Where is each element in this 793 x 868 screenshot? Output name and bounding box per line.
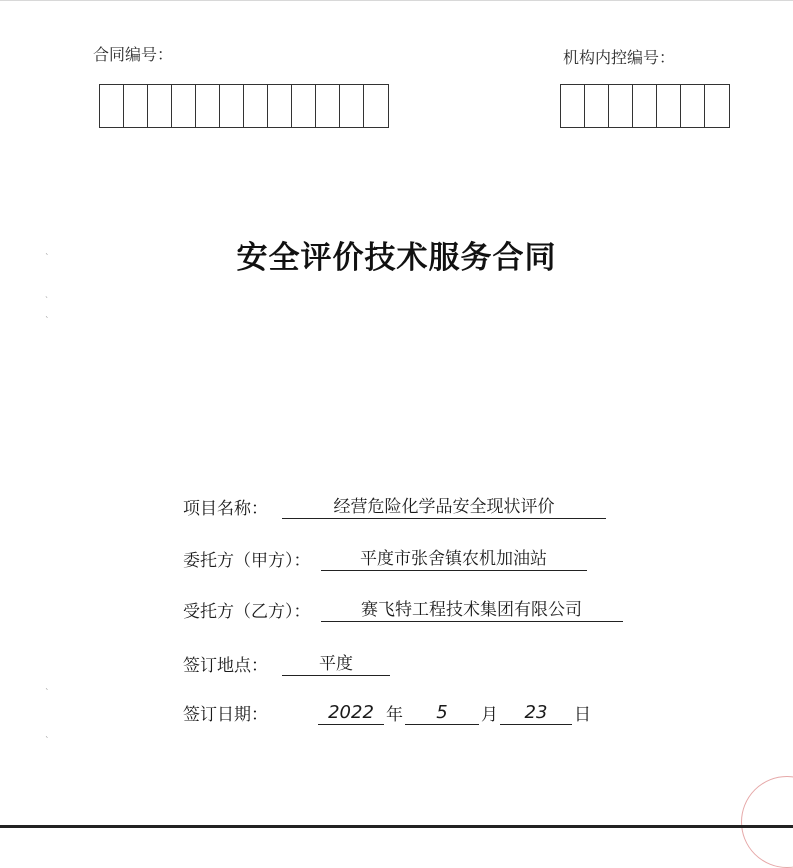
number-box-cell[interactable]: [220, 85, 244, 127]
binding-mark: ˋ: [45, 689, 50, 699]
number-box-cell[interactable]: [196, 85, 220, 127]
signing-place-value: 平度: [282, 649, 390, 676]
signing-date-month: 5: [405, 702, 479, 725]
party-a-row: [183, 544, 587, 571]
month-unit: 月: [481, 705, 498, 725]
number-box-cell[interactable]: [124, 85, 148, 127]
signing-date-row: [183, 700, 593, 725]
party-b-label: 受托方（乙方）：: [183, 602, 311, 622]
signing-place-row: [183, 649, 390, 676]
number-box-cell[interactable]: [705, 85, 729, 127]
number-box-cell[interactable]: [292, 85, 316, 127]
number-box-cell[interactable]: [244, 85, 268, 127]
number-box-cell[interactable]: [148, 85, 172, 127]
signing-date-day: 23: [500, 702, 572, 725]
project-name-value: 经营危险化学品安全现状评价: [282, 492, 606, 519]
binding-mark: ˋ: [45, 737, 50, 747]
number-box-cell[interactable]: [633, 85, 657, 127]
number-box-cell[interactable]: [268, 85, 292, 127]
number-box-cell[interactable]: [609, 85, 633, 127]
number-box-cell[interactable]: [316, 85, 340, 127]
number-box-cell[interactable]: [657, 85, 681, 127]
number-box-cell[interactable]: [681, 85, 705, 127]
internal-control-number-boxes[interactable]: [560, 84, 730, 128]
binding-mark: ˏ: [45, 289, 48, 299]
seal-stamp-edge: [741, 776, 793, 868]
party-a-value: 平度市张舍镇农机加油站: [321, 544, 587, 571]
party-b-value: 赛飞特工程技术集团有限公司: [321, 595, 623, 622]
contract-number-boxes[interactable]: [99, 84, 389, 128]
party-b-row: [183, 595, 623, 622]
binding-mark: ˋ: [45, 317, 50, 327]
day-unit: 日: [574, 705, 591, 725]
contract-number-label: 合同编号：: [93, 45, 174, 64]
year-unit: 年: [386, 705, 403, 725]
signing-date-year: 2022: [318, 702, 384, 725]
number-box-cell[interactable]: [585, 85, 609, 127]
project-name-row: [183, 492, 606, 519]
document-title: 安全评价技术服务合同: [236, 240, 557, 276]
signing-date-label: 签订日期：: [183, 705, 268, 725]
number-box-cell[interactable]: [364, 85, 388, 127]
top-edge-line: [0, 0, 793, 1]
number-box-cell[interactable]: [172, 85, 196, 127]
number-box-cell[interactable]: [561, 85, 585, 127]
project-name-label: 项目名称：: [183, 499, 268, 519]
party-a-label: 委托方（甲方）：: [183, 551, 311, 571]
binding-mark: ˋ: [45, 254, 50, 264]
signing-place-label: 签订地点：: [183, 656, 268, 676]
number-box-cell[interactable]: [340, 85, 364, 127]
internal-control-number-label: 机构内控编号：: [563, 48, 676, 67]
number-box-cell[interactable]: [100, 85, 124, 127]
